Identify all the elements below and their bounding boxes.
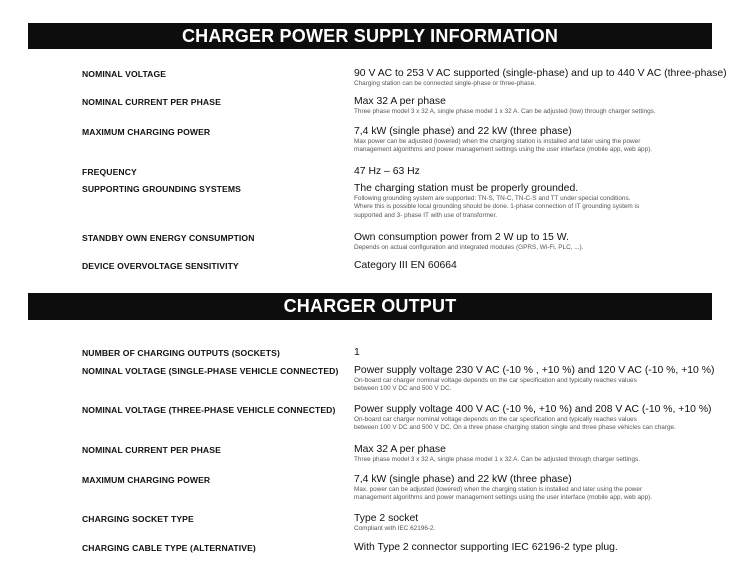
spec-note: Where this is possible local grounding should be done. 1-phase connection of IT grounding system is [354, 203, 640, 211]
spec-label: MAXIMUM CHARGING POWER [82, 127, 211, 137]
spec-value: Own consumption power from 2 W up to 15 W. [354, 232, 569, 243]
spec-note: Three phase model 3 x 32 A, single phase model 1 x 32 A. Can be adjusted through charger settings. [354, 456, 640, 463]
spec-value-block [354, 346, 360, 359]
spec-value: Max 32 A per phase [354, 444, 446, 455]
spec-note: Following grounding system are supported: TN-S, TN-C, TN-C-S and TT under special conditions. [354, 195, 631, 202]
spec-value-block [354, 541, 618, 554]
spec-value: Max 32 A per phase [354, 96, 446, 107]
spec-value-block [354, 259, 457, 272]
spec-value-block [354, 403, 712, 433]
spec-value: 1 [354, 347, 360, 358]
spec-value: Power supply voltage 400 V AC (-10 %, +10 %) and 208 V AC (-10 %, +10 %) [354, 404, 712, 415]
spec-note: Depends on actual configuration and integrated modules (GPRS, Wi-Fi, PLC, ...). [354, 244, 584, 251]
spec-value: Category III EN 60664 [354, 260, 457, 271]
spec-value: The charging station must be properly grounded. [354, 183, 579, 194]
spec-value-block [354, 165, 420, 178]
spec-label: CHARGING SOCKET TYPE [82, 514, 194, 524]
spec-note: Compliant with IEC 62196-2. [354, 525, 436, 532]
spec-label: NUMBER OF CHARGING OUTPUTS (SOCKETS) [82, 348, 280, 358]
spec-note: management algorithms and power management settings using the user interface (mobile app, web app). [354, 146, 653, 154]
spec-note: between 100 V DC and 500 V DC. [354, 385, 452, 393]
spec-value: 7,4 kW (single phase) and 22 kW (three phase) [354, 474, 572, 485]
spec-label: DEVICE OVERVOLTAGE SENSITIVITY [82, 261, 239, 271]
spec-note: management algorithms and power management settings using the user interface (mobile app, web app). [354, 494, 653, 502]
spec-value-block [354, 125, 652, 155]
spec-note: On-board car charger nominal voltage depends on the car specification and typically reaches values [354, 416, 637, 423]
spec-note: Max power can be adjusted (lowered) when the charging station is installed and later using the power [354, 138, 641, 145]
spec-label: NOMINAL CURRENT PER PHASE [82, 445, 221, 455]
spec-note: On-board car charger nominal voltage depends on the car specification and typically reaches values [354, 377, 637, 384]
section-title-power-supply: CHARGER POWER SUPPLY INFORMATION [28, 23, 712, 49]
spec-label: NOMINAL VOLTAGE [82, 69, 167, 79]
spec-value: Type 2 socket [354, 513, 419, 524]
spec-value: Power supply voltage 230 V AC (-10 % , +10 %) and 120 V AC (-10 %, +10 %) [354, 365, 715, 376]
spec-value: 90 V AC to 253 V AC supported (single-phase) and up to 440 V AC (three-phase) [354, 68, 727, 79]
spec-value-block [354, 443, 640, 464]
spec-value-block [354, 231, 583, 252]
spec-label: MAXIMUM CHARGING POWER [82, 475, 211, 485]
spec-note: supported and 3- phase IT with use of transformer. [354, 211, 498, 219]
spec-label: NOMINAL CURRENT PER PHASE [82, 97, 221, 107]
spec-label: SUPPORTING GROUNDING SYSTEMS [82, 184, 241, 194]
spec-value: 7,4 kW (single phase) and 22 kW (three phase) [354, 126, 572, 137]
spec-label: FREQUENCY [82, 167, 137, 177]
spec-value: With Type 2 connector supporting IEC 62196-2 type plug. [354, 542, 618, 553]
spec-note: between 100 V DC and 500 V DC. On a three phase charging station single and three phase vehicles can charge. [354, 424, 676, 432]
spec-value-block [354, 473, 652, 503]
spec-note: Three phase model 3 x 32 A, single phase model 1 x 32 A. Can be adjusted (low) through charger settings. [354, 108, 656, 115]
spec-label: STANDBY OWN ENERGY CONSUMPTION [82, 233, 255, 243]
spec-value-block [354, 67, 727, 88]
spec-label: CHARGING CABLE TYPE (ALTERNATIVE) [82, 543, 256, 553]
spec-value-block [354, 512, 435, 533]
spec-value-block [354, 364, 714, 394]
spec-label: NOMINAL VOLTAGE (SINGLE-PHASE VEHICLE CONNECTED) [82, 366, 339, 376]
spec-label: NOMINAL VOLTAGE (THREE-PHASE VEHICLE CONNECTED) [82, 405, 336, 415]
spec-value-block [354, 95, 656, 116]
spec-value-block [354, 182, 639, 220]
spec-note: Charging station can be connected single-phase or three-phase. [354, 80, 536, 87]
section-title-charger-output: CHARGER OUTPUT [28, 293, 712, 320]
spec-note: Max. power can be adjusted (lowered) when the charging station is installed and later using the power [354, 486, 643, 493]
spec-value: 47 Hz – 63 Hz [354, 166, 420, 177]
